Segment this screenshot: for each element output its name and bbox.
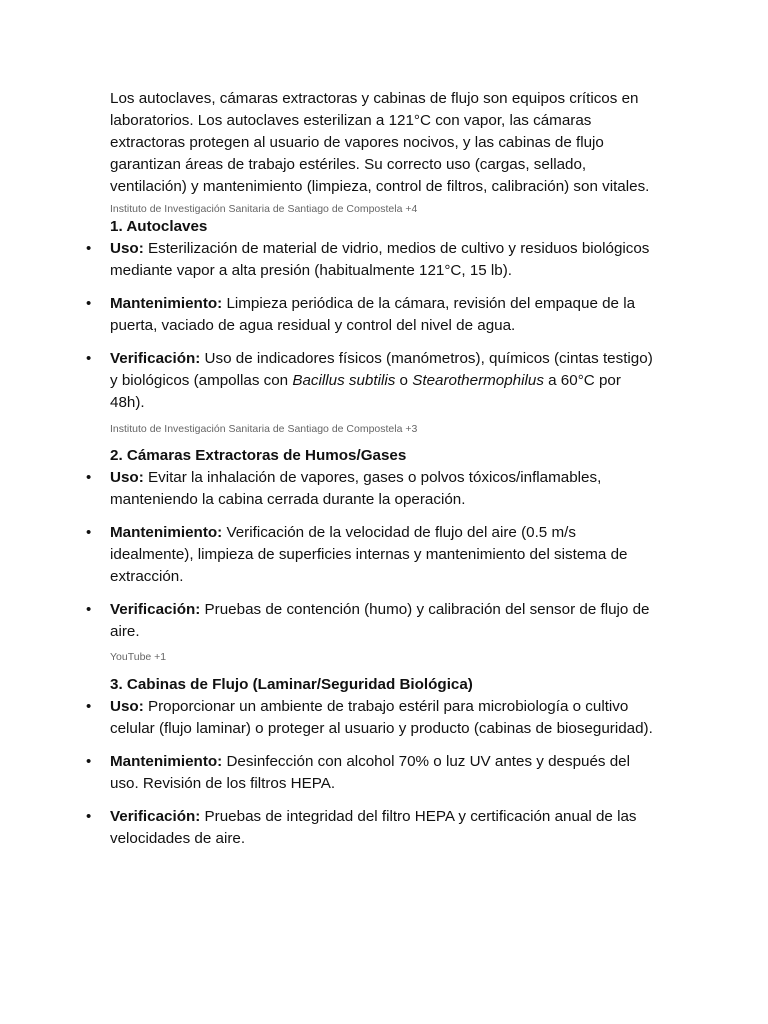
term-label: Verificación: — [110, 601, 201, 618]
term-label: Mantenimiento: — [110, 295, 223, 312]
italic-species-name: Bacillus subtilis — [292, 372, 396, 389]
source-citation[interactable]: Instituto de Investigación Sanitaria de Santiago de Compostela +4 — [110, 203, 418, 215]
list-item-uso — [86, 238, 658, 282]
item-text: a 60°C por 48h). — [110, 372, 621, 411]
document-page — [86, 88, 658, 850]
term-label: Mantenimiento: — [110, 524, 223, 541]
term-label: Uso: — [110, 240, 144, 257]
term-label: Uso: — [110, 469, 144, 486]
section-heading-autoclaves: 1. Autoclaves — [110, 218, 208, 235]
item-text: Evitar la inhalación de vapores, gases o polvos tóxicos/inflamables, manteniendo la cabina cerrada durante la operación. — [110, 469, 602, 508]
source-citation[interactable]: YouTube +1 — [110, 651, 167, 663]
item-text: Uso de indicadores físicos (manómetros), químicos (cintas testigo) y biológicos (ampollas con — [110, 350, 653, 389]
term-label: Verificación: — [110, 808, 201, 825]
source-citation[interactable]: Instituto de Investigación Sanitaria de Santiago de Compostela +3 — [110, 423, 418, 435]
bullet-icon: • — [86, 808, 92, 825]
item-text: Limpieza periódica de la cámara, revisión del empaque de la puerta, vaciado de agua residual y control del nivel de agua. — [110, 295, 636, 334]
list-item-verificacion — [86, 599, 658, 643]
list-item-mantenimiento — [86, 751, 658, 795]
item-text: Pruebas de contención (humo) y calibración del sensor de flujo de aire. — [110, 601, 650, 640]
bullet-list-camaras — [86, 467, 658, 643]
term-label: Verificación: — [110, 350, 201, 367]
bullet-icon: • — [86, 753, 92, 770]
item-text: Desinfección con alcohol 70% o luz UV antes y después del uso. Revisión de los filtros HEPA. — [110, 753, 630, 792]
term-label: Mantenimiento: — [110, 753, 223, 770]
bullet-icon: • — [86, 350, 92, 367]
item-text: o — [395, 372, 413, 389]
bullet-list-autoclaves — [86, 238, 658, 414]
intro-paragraph: Los autoclaves, cámaras extractoras y cabinas de flujo son equipos críticos en laboratorios. Los autoclaves esterilizan a 121°C con vapor, las cámaras extractoras protegen al usuario de vapores nocivos, y las cabinas de flujo garantizan áreas de trabajo estériles. Su correcto uso (cargas, sellado, ventilación) y mantenimiento (limpieza, control de filtros, calibración) son vitales. — [110, 90, 650, 195]
list-item-verificacion — [86, 806, 658, 850]
item-text: Verificación de la velocidad de flujo del aire (0.5 m/s idealmente), limpieza de superficies internas y mantenimiento del sistema de extracción. — [110, 524, 628, 585]
bullet-icon: • — [86, 295, 92, 312]
item-text: Esterilización de material de vidrio, medios de cultivo y residuos biológicos mediante vapor a alta presión (habitualmente 121°C, 15 lb). — [110, 240, 650, 279]
list-item-mantenimiento — [86, 293, 658, 337]
italic-species-name: Stearothermophilus — [412, 372, 544, 389]
list-item-uso — [86, 696, 658, 740]
bullet-icon: • — [86, 469, 92, 486]
term-label: Uso: — [110, 698, 144, 715]
list-item-mantenimiento — [86, 522, 658, 588]
bullet-icon: • — [86, 698, 92, 715]
bullet-icon: • — [86, 601, 92, 618]
bullet-list-cabinas — [86, 696, 658, 850]
list-item-verificacion — [86, 348, 658, 414]
bullet-icon: • — [86, 240, 92, 257]
item-text: Proporcionar un ambiente de trabajo estéril para microbiología o cultivo celular (flujo laminar) o proteger al usuario y producto (cabinas de bioseguridad). — [110, 698, 653, 737]
section-heading-cabinas: 3. Cabinas de Flujo (Laminar/Seguridad Biológica) — [110, 676, 473, 693]
bullet-icon: • — [86, 524, 92, 541]
section-heading-camaras: 2. Cámaras Extractoras de Humos/Gases — [110, 447, 407, 464]
item-text: Pruebas de integridad del filtro HEPA y certificación anual de las velocidades de aire. — [110, 808, 637, 847]
list-item-uso — [86, 467, 658, 511]
